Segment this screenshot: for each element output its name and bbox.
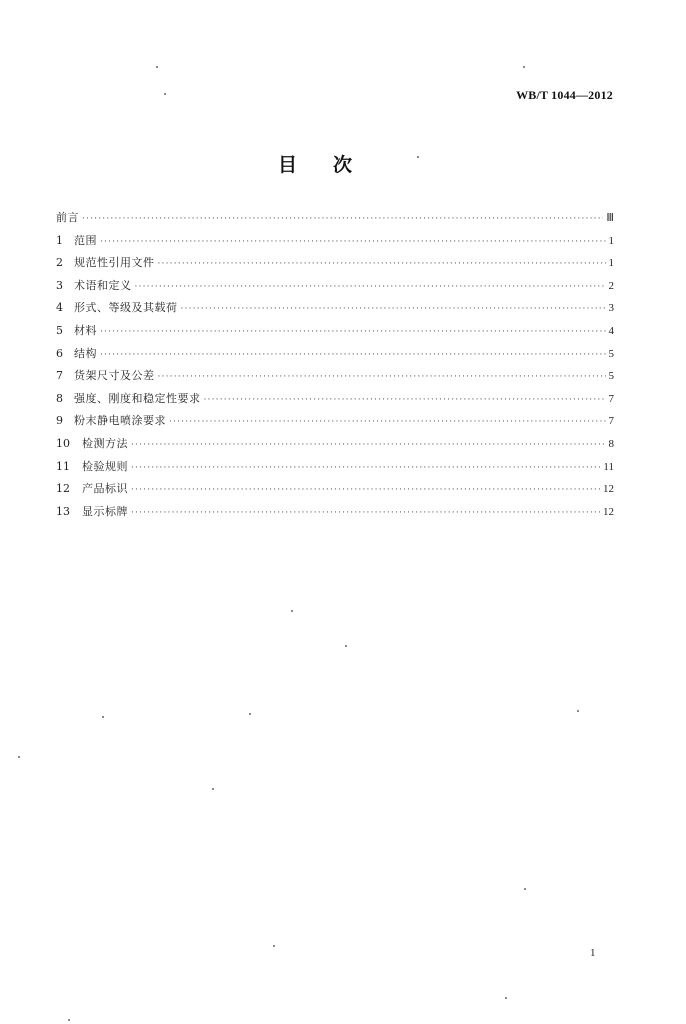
scan-speck xyxy=(417,156,419,158)
scan-speck xyxy=(577,710,579,712)
toc-entry-title: 粉末静电喷涂要求 xyxy=(74,414,166,428)
toc-entry-page: 5 xyxy=(608,347,614,360)
toc-entry-number: 5 xyxy=(56,323,63,337)
toc-dot-leader xyxy=(100,231,606,254)
toc-dot-leader xyxy=(135,276,606,299)
toc-entry-number: 3 xyxy=(56,278,63,292)
scan-speck xyxy=(505,997,507,999)
toc-entry-title: 形式、等级及其载荷 xyxy=(74,301,178,315)
toc-entry-title: 前言 xyxy=(56,211,79,224)
toc-dot-leader xyxy=(169,411,606,434)
page-number: 1 xyxy=(590,947,596,959)
toc-dot-leader xyxy=(158,366,606,389)
toc-entry-number: 6 xyxy=(56,346,63,360)
toc-entry-page: Ⅲ xyxy=(606,212,614,224)
toc-entry-page: 4 xyxy=(608,324,614,337)
toc-entry-title: 规范性引用文件 xyxy=(74,256,155,270)
toc-entry[interactable] xyxy=(56,275,614,298)
toc-dot-leader xyxy=(131,434,606,457)
scan-speck xyxy=(291,610,293,612)
page-title: 目次 xyxy=(277,154,388,176)
toc-entry-page: 5 xyxy=(608,370,614,383)
toc-entry[interactable] xyxy=(56,297,614,320)
toc-entry-page: 7 xyxy=(608,415,614,428)
scan-speck xyxy=(18,756,20,758)
toc-entry[interactable] xyxy=(56,456,614,479)
toc-entry-title: 结构 xyxy=(74,346,97,360)
toc-entry[interactable] xyxy=(56,343,614,366)
toc-entry-title: 强度、刚度和稳定性要求 xyxy=(74,391,201,405)
toc-entry-number: 2 xyxy=(56,256,63,270)
scan-speck xyxy=(156,66,158,68)
toc-dot-leader xyxy=(100,344,606,367)
toc-entry-number: 13 xyxy=(56,504,70,518)
toc-entry[interactable] xyxy=(56,410,614,433)
toc-entry[interactable] xyxy=(56,320,614,343)
toc-entry-number: 9 xyxy=(56,414,63,428)
toc-entry-page: 2 xyxy=(608,279,614,292)
toc-entry-title: 术语和定义 xyxy=(74,278,132,292)
toc-entry[interactable] xyxy=(56,478,614,501)
toc-entry-page: 1 xyxy=(608,257,614,270)
toc-dot-leader xyxy=(82,208,603,231)
toc-entry[interactable] xyxy=(56,207,614,230)
toc-dot-leader xyxy=(131,457,600,480)
toc-dot-leader xyxy=(131,479,600,502)
toc-entry[interactable] xyxy=(56,433,614,456)
toc-entry[interactable] xyxy=(56,388,614,411)
toc-entry-page: 11 xyxy=(603,460,614,473)
scan-speck xyxy=(212,788,214,790)
scan-speck xyxy=(524,888,526,890)
toc-entry-number: 8 xyxy=(56,391,63,405)
toc-entry[interactable] xyxy=(56,230,614,253)
toc-entry-title: 检验规则 xyxy=(82,459,128,473)
scan-speck xyxy=(249,713,251,715)
toc-entry[interactable] xyxy=(56,365,614,388)
toc-dot-leader xyxy=(158,253,606,276)
toc-dot-leader xyxy=(131,502,600,525)
toc-entry-page: 3 xyxy=(608,302,614,315)
scan-speck xyxy=(273,945,275,947)
scan-speck xyxy=(345,645,347,647)
toc-entry-page: 12 xyxy=(603,505,614,518)
toc-dot-leader xyxy=(100,321,606,344)
scan-speck xyxy=(164,93,166,95)
scan-speck xyxy=(523,66,525,68)
toc-entry-title: 范围 xyxy=(74,233,97,247)
toc-entry-number: 12 xyxy=(56,482,70,496)
toc-dot-leader xyxy=(181,298,606,321)
scan-speck xyxy=(68,1019,70,1021)
toc-entry[interactable] xyxy=(56,501,614,524)
toc-entry-title: 货架尺寸及公差 xyxy=(74,369,155,383)
scan-speck xyxy=(102,716,104,718)
table-of-contents xyxy=(56,207,614,523)
document-code: WB/T 1044—2012 xyxy=(516,88,613,102)
toc-entry-page: 8 xyxy=(608,437,614,450)
toc-entry-title: 检测方法 xyxy=(82,436,128,450)
toc-entry-page: 1 xyxy=(608,234,614,247)
toc-entry-title: 显示标牌 xyxy=(82,504,128,518)
toc-entry-number: 1 xyxy=(56,233,63,247)
toc-entry-number: 11 xyxy=(56,459,70,473)
toc-entry-title: 产品标识 xyxy=(82,482,128,496)
toc-entry-number: 7 xyxy=(56,369,63,383)
toc-entry-page: 12 xyxy=(603,483,614,496)
toc-dot-leader xyxy=(204,389,606,412)
toc-entry-number: 4 xyxy=(56,301,63,315)
toc-entry-number: 10 xyxy=(56,436,70,450)
toc-entry[interactable] xyxy=(56,252,614,275)
toc-entry-title: 材料 xyxy=(74,323,97,337)
toc-entry-page: 7 xyxy=(608,392,614,405)
